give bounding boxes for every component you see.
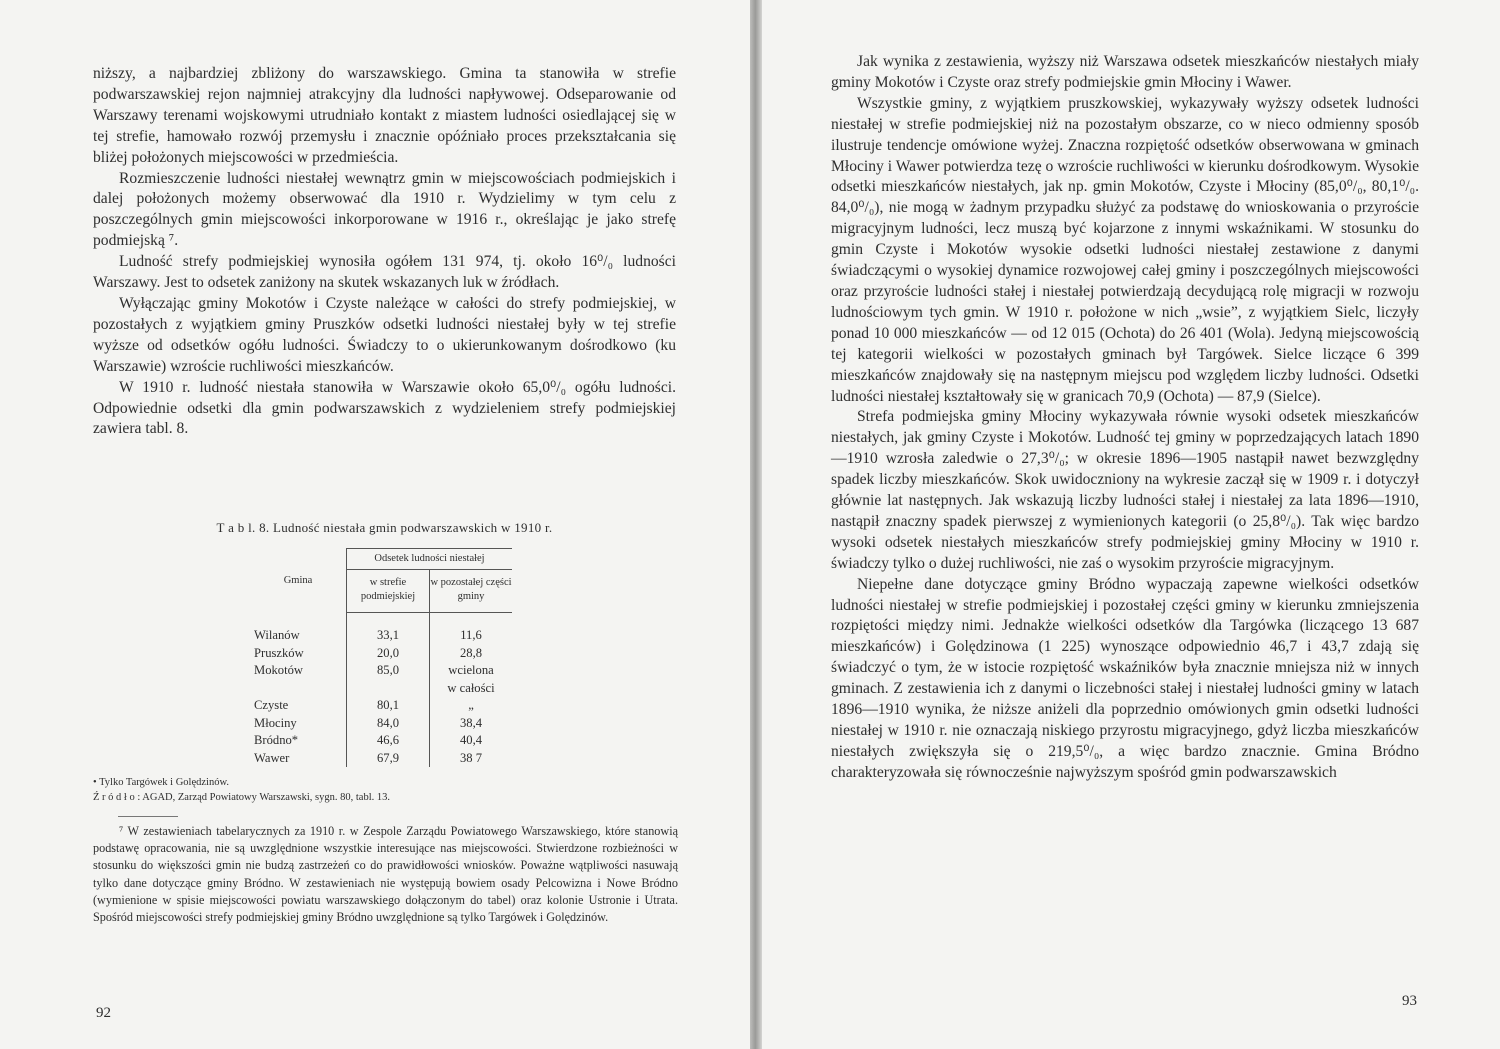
left-body-text	[93, 64, 676, 440]
cell-value: 85,0	[347, 662, 430, 680]
cell-value	[347, 680, 430, 698]
paragraph: niższy, a najbardziej zbliżony do warszawskiego. Gmina ta stanowiła w strefie podwarszawskiej rejon najmniej atrakcyjny dla ludności napływowej. Odseparowanie od Warszawy terenami wojskowymi utrudniało kontakt z miastem ludności osiedlającej się w tej strefie, hamowało rozwój przemysłu i znacznie opóźniało proces przekształcania się bliżej położonych miejscowości w przedmieścia.	[93, 65, 676, 166]
table-row	[250, 680, 512, 698]
table-row	[250, 715, 512, 733]
paragraph: Wszystkie gminy, z wyjątkiem pruszkowskiej, wykazywały wyższy odsetek ludności niestałej w strefie podmiejskiej niż na pozostałym obszarze, co w nieco odmienny sposób ilustruje tendencje omówione wyżej. Znaczna rozpiętość odsetków obserwowana w gminach Młociny i Wawer potwierdza tezę o wzroście ruchliwości w kierunku dośrodkowym. Wysokie odsetki mieszkańców niestałych, jak np. gmin Mokotów, Czyste i Młociny (85,0⁰/₀, 80,1⁰/₀. 84,0⁰/₀), nie mogą w żadnym przypadku służyć za podstawę do wnioskowania o przyroście migracyjnym ludności, lecz muszą być kojarzone z innymi wskaźnikami. W stosunku do gmin Czyste i Mokotów wysokie odsetki ludności niestałej zestawione z danymi świadczącymi o wysokiej dynamice rozwojowej całej gminy i poszczególnych miejscowości oraz przyroście ludności stałej i niestałej potwierdzają decydującą rolę migracji w rozwoju ludnościowym tych gmin. W 1910 r. położone w nich „wsie”, z wyjątkiem Sielc, liczyły ponad 10 000 mieszkańców — od 12 015 (Ochota) do 26 401 (Wola). Jedyną miejscowością tej kategorii wielkości w pozostałych gminach był Targówek. Sielce liczące 6 399 mieszkańców znajdowały się na następnym miejscu pod względem liczby ludności. Odsetki ludności niestałej kształtowały się w granicach 70,9 (Ochota) — 87,9 (Sielce).	[831, 94, 1419, 405]
table-row	[250, 697, 512, 715]
cell-gmina: Wilanów	[250, 627, 347, 645]
paragraph: Niepełne dane dotyczące gminy Bródno wypaczają zapewne wielkości odsetków ludności niestałej w strefie podmiejskiej i pozostałej części gminy w kierunku zmniejszenia rozpiętości między nimi. Jednakże wielkości odsetków dla Targówka (liczącego 13 687 mieszkańców) i Golędzinowa (1 225) wynoszące odpowiednio 46,7 i 43,7 zdają się świadczyć o tym, że w istocie rozpiętość wskaźników była znacznie mniejsza niż w innych gminach. Z zestawienia ich z danymi o liczebności stałej i niestałej ludności gminy w latach 1896—1910 wynika, że niższe aniżeli dla poprzednio omówionych gmin odsetki ludności niestałej w 1910 r. nie oznaczają niskiego przyrostu migracyjnego, gdyż liczba mieszkańców niestałych zwiększyła się o 219,5⁰/₀, a więc bardzo znacznie. Gmina Bródno charakteryzowała się równocześnie najwyższym spośród gmin podwarszawskich	[831, 575, 1419, 781]
footnote-separator	[118, 816, 178, 817]
column-group-header: Odsetek ludności niestałej	[347, 549, 513, 570]
cell-value: 40,4	[459, 733, 483, 747]
cell-value: wcielona	[448, 663, 494, 677]
cell-gmina: Pruszków	[250, 645, 347, 663]
column-header-suburban: w strefie podmiejskiej	[347, 570, 430, 613]
paragraph: Rozmieszczenie ludności niestałej wewnątrz gmin w miejscowościach podmiejskich i dalej położonych możemy obserwować dla 1910 r. Wydzielimy w tym celu z poszczególnych gmin miejscowości inkorporowane w 1916 r., określając je jako strefę podmiejską ⁷.	[93, 169, 676, 250]
cell-gmina: Bródno*	[250, 732, 347, 750]
table-notes	[93, 775, 676, 805]
data-table	[250, 548, 512, 767]
footnote-text: ⁷ W zestawieniach tabelarycznych za 1910 r. w Zespole Zarządu Powiatowego Warszawskiego, które stanowią podstawę opracowania, nie są uwzględnione wszystkie interesujące nas miejscowości. Stwierdzone rozbieżności w stosunku do większości gmin nie budzą zastrzeżeń co do prawidłowości wniosków. Poważne wątpliwości nasuwają tylko dane dotyczące gminy Bródno. W zestawieniach nie występują bowiem osady Pelcowizna i Nowe Bródno (wymienione w spisie miejscowości powiatu warszawskiego dołączonym do tabel) oraz kolonie Ustronie i Utrata. Spośród miejscowości strefy podmiejskiej gminy Bródno uwzględnione są tylko Targówek i Golędzinów.	[93, 824, 678, 925]
cell-value: 67,9	[347, 750, 430, 768]
cell-value: 38 7	[459, 750, 483, 765]
paragraph: W 1910 r. ludność niestała stanowiła w Warszawie około 65,0⁰/₀ ogółu ludności. Odpowiednie odsetki dla gmin podwarszawskich z wydzieleniem strefy podmiejskiej zawiera tabl. 8.	[93, 378, 676, 438]
table-title: T a b l. 8. Ludność niestała gmin podwarszawskich w 1910 r.	[216, 520, 553, 535]
cell-value: 28,8	[459, 645, 483, 660]
page-number-right: 93	[1402, 993, 1417, 1009]
column-header-remaining: w pozostałej części gminy	[430, 570, 513, 613]
cell-value: „	[468, 698, 474, 712]
cell-value: 38,4	[459, 715, 483, 730]
table-note-asterisk: • Tylko Targówek i Golędzinów.	[93, 777, 229, 788]
right-body-text	[831, 52, 1419, 784]
table-source-note: Ź r ó d ł o : AGAD, Zarząd Powiatowy Warszawski, sygn. 80, tabl. 13.	[93, 792, 390, 803]
book-gutter	[750, 0, 762, 1049]
cell-value: w całości	[447, 680, 495, 695]
column-header-gmina: Gmina	[250, 549, 347, 613]
page-number-left: 92	[96, 1005, 111, 1021]
table-row	[250, 627, 512, 645]
cell-value: 84,0	[347, 715, 430, 733]
cell-value: 33,1	[347, 627, 430, 645]
cell-gmina: Młociny	[250, 715, 347, 733]
table-row	[250, 662, 512, 680]
paragraph: Ludność strefy podmiejskiej wynosiła ogółem 131 974, tj. około 16⁰/₀ ludności Warszawy. Jest to odsetek zaniżony na skutek wskazanych luk w źródłach.	[93, 253, 676, 292]
table-row	[250, 750, 512, 768]
cell-value: 11,6	[460, 628, 482, 642]
cell-value: 46,6	[347, 732, 430, 750]
paragraph: Wyłączając gminy Mokotów i Czyste należące w całości do strefy podmiejskiej, w pozostałych z wyjątkiem gminy Pruszków odsetki ludności niestałej były w tej strefie wyższe od odsetków ogółu ludności. Świadczy to o ukierunkowanym dośrodkowo (ku Warszawie) wzroście ruchliwości mieszkańców.	[93, 294, 676, 375]
cell-gmina: Mokotów	[250, 662, 347, 680]
footnote	[93, 823, 678, 926]
paragraph: Strefa podmiejska gminy Młociny wykazywała równie wysoki odsetek mieszkańców niestałych, jak gminy Czyste i Mokotów. Ludność tej gminy w poprzedzających latach 1890—1910 wzrosła zaledwie o 27,3⁰/₀; w okresie 1896—1905 nastąpił nawet bezwzględny spadek liczby mieszkańców. Skok uwidoczniony na wykresie zaczął się w 1909 r. i dotyczył głównie lat następnych. Jak wskazują liczby ludności stałej i niestałej za lata 1896—1910, nastąpił znaczny spadek pierwszej z wymienionych kategorii (o 25,8⁰/₀). Tak więc bardzo wysoki odsetek niestałych mieszkańców strefy podmiejskiej gminy Młociny w 1910 r. świadczy tylko o dużej ruchliwości, nie zaś o wysokim przyroście migracyjnym.	[831, 408, 1419, 572]
cell-value: 20,0	[347, 645, 430, 663]
cell-gmina	[250, 680, 347, 698]
cell-gmina: Czyste	[250, 697, 347, 715]
cell-value: 80,1	[347, 697, 430, 715]
table-row	[250, 645, 512, 663]
table-row	[250, 732, 512, 750]
paragraph: Jak wynika z zestawienia, wyższy niż Warszawa odsetek mieszkańców niestałych miały gminy Mokotów i Czyste oraz strefy podmiejskie gmin Młociny i Wawer.	[831, 53, 1419, 91]
cell-gmina: Wawer	[250, 750, 347, 768]
